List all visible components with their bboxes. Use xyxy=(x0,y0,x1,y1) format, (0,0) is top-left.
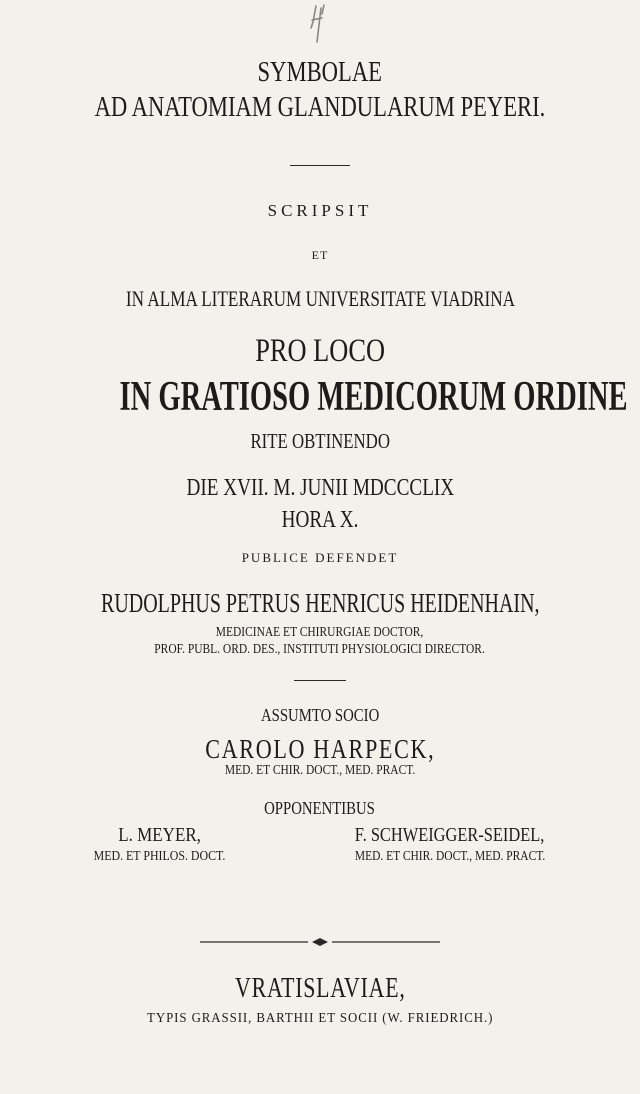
imprint-printer: TYPIS GRASSII, BARTHII ET SOCII (W. FRIEDRICH.) xyxy=(146,1011,494,1026)
author-degree: MEDICINAE ET CHIRURGIAE DOCTOR, xyxy=(216,625,424,640)
ordine-line: IN GRATIOSO MEDICORUM ORDINE xyxy=(119,374,628,420)
author-position: PROF. PUBL. ORD. DES., INSTITUTI PHYSIOLOGICI DIRECTOR. xyxy=(154,642,486,657)
ornamental-divider xyxy=(200,936,440,948)
socio-degree: MED. ET CHIR. DOCT., MED. PRACT. xyxy=(224,763,416,778)
title-line-1: SYMBOLAE xyxy=(257,56,383,88)
opponent-right-name: F. SCHWEIGGER-SEIDEL, xyxy=(355,824,545,846)
imprint-city: VRATISLAVIAE, xyxy=(234,973,406,1004)
opponent-left-name: L. MEYER, xyxy=(118,824,202,846)
pro-loco-line: PRO LOCO xyxy=(255,333,385,369)
hora-line: HORA X. xyxy=(281,507,359,533)
date-line: DIE XVII. M. JUNII MDCCCLIX xyxy=(186,475,454,501)
publice-label: PUBLICE DEFENDET xyxy=(241,550,399,565)
handwritten-shelf-mark xyxy=(300,2,340,46)
socio-name: CAROLO HARPECK, xyxy=(204,734,436,764)
et-label: ET xyxy=(311,248,329,262)
divider-rule-1 xyxy=(290,165,350,166)
university-line: IN ALMA LITERARUM UNIVERSITATE VIADRINA xyxy=(125,286,515,311)
opponentibus-label: OPPONENTIBUS xyxy=(264,798,376,818)
socio-label: ASSUMTO SOCIO xyxy=(260,705,380,725)
opponent-left-degree: MED. ET PHILOS. DOCT. xyxy=(94,849,226,864)
opponent-right-degree: MED. ET CHIR. DOCT., MED. PRACT. xyxy=(354,849,546,864)
divider-rule-2 xyxy=(294,680,346,681)
scripsit-label: SCRIPSIT xyxy=(267,201,373,220)
title-line-2: AD ANATOMIAM GLANDULARUM PEYERI. xyxy=(94,91,546,123)
author-name: RUDOLPHUS PETRUS HENRICUS HEIDENHAIN, xyxy=(100,588,540,618)
rite-line: RITE OBTINENDO xyxy=(250,429,390,453)
